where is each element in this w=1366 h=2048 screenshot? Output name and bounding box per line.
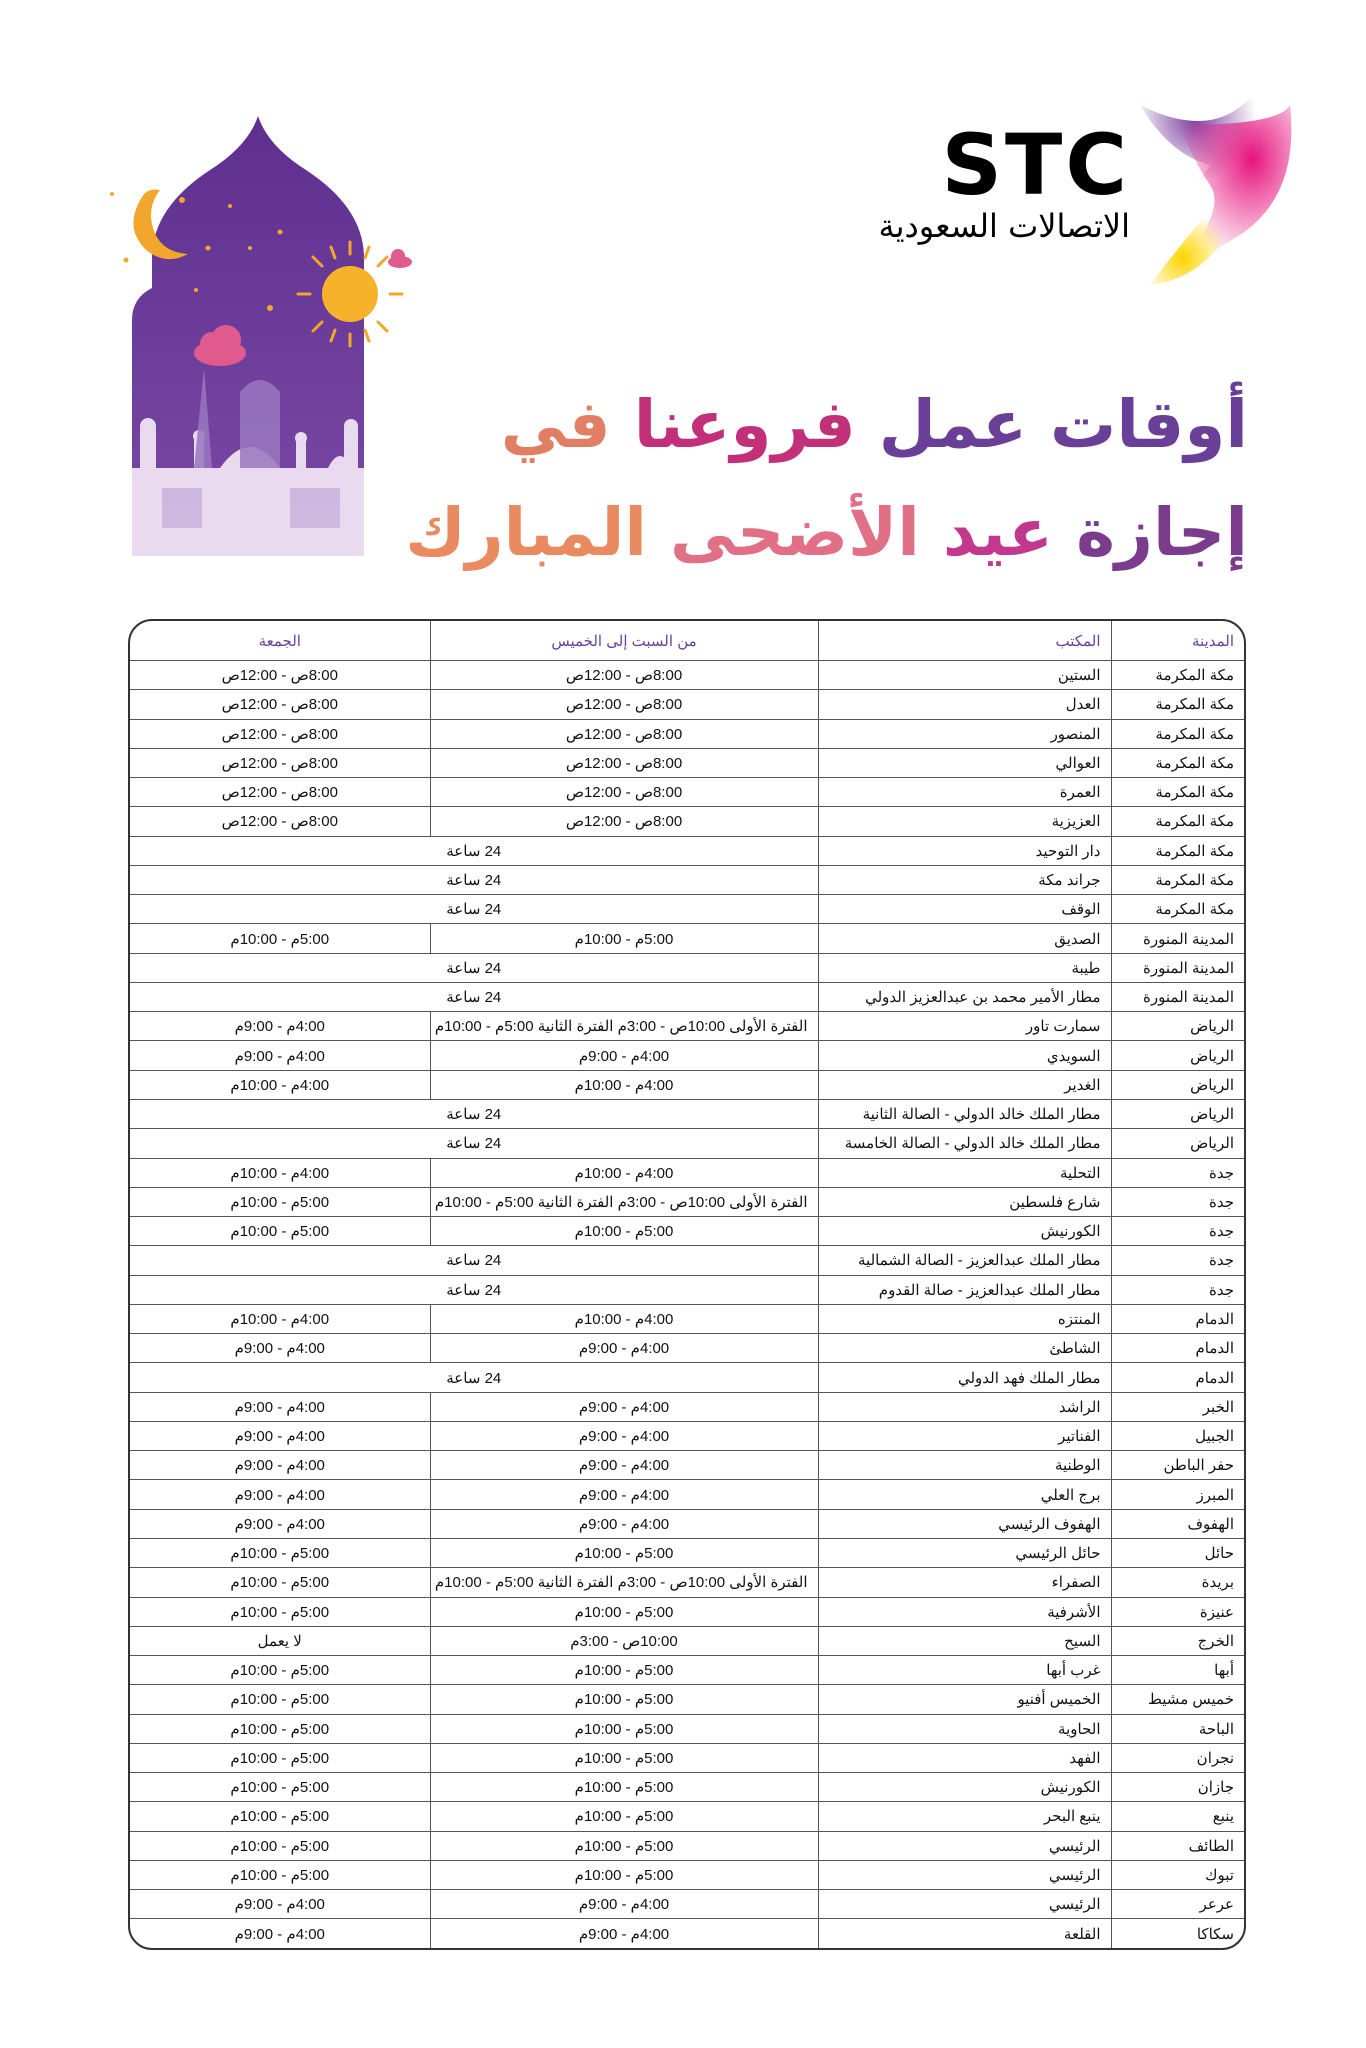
cell-city: تبوك [1111, 1860, 1244, 1889]
cell-city: مكة المكرمة [1111, 690, 1244, 719]
cell-city: جدة [1111, 1158, 1244, 1187]
table-row [130, 1685, 1244, 1714]
cell-hours-friday: 8:00ص - 12:00ص [130, 748, 430, 777]
cell-hours-weekdays: 5:00م - 10:00م [430, 1714, 818, 1743]
cell-hours-weekdays: الفترة الأولى 10:00ص - 3:00م الفترة الثانية 5:00م - 10:00م [430, 1187, 818, 1216]
header-weekdays: من السبت إلى الخميس [430, 621, 818, 661]
title-line-1 [500, 386, 1248, 463]
table-row [130, 865, 1244, 894]
table-row [130, 1392, 1244, 1421]
cell-hours-friday: 5:00م - 10:00م [130, 1831, 430, 1860]
cell-hours-all-week: 24 ساعة [130, 1363, 818, 1392]
cell-office: مطار الملك خالد الدولي - الصالة الخامسة [818, 1129, 1111, 1158]
cell-hours-friday: 5:00م - 10:00م [130, 1217, 430, 1246]
cell-office: حائل الرئيسي [818, 1538, 1111, 1567]
cell-hours-all-week: 24 ساعة [130, 1099, 818, 1128]
cell-office: برج العلي [818, 1480, 1111, 1509]
cell-office: الرئيسي [818, 1890, 1111, 1919]
cell-office: العمرة [818, 778, 1111, 807]
cell-city: جدة [1111, 1187, 1244, 1216]
title-word: في [500, 386, 611, 463]
header-friday: الجمعة [130, 621, 430, 661]
cell-office: مطار الملك عبدالعزيز - صالة القدوم [818, 1275, 1111, 1304]
table-row [130, 778, 1244, 807]
cell-city: حائل [1111, 1538, 1244, 1567]
cell-office: طيبة [818, 953, 1111, 982]
cell-hours-weekdays: 4:00م - 9:00م [430, 1392, 818, 1421]
table-row [130, 924, 1244, 953]
cell-hours-weekdays: 4:00م - 9:00م [430, 1890, 818, 1919]
cell-hours-friday: 5:00م - 10:00م [130, 1568, 430, 1597]
cell-city: أبها [1111, 1656, 1244, 1685]
header-office: المكتب [818, 621, 1111, 661]
table-row [130, 1012, 1244, 1041]
table-row [130, 1743, 1244, 1772]
hours-table-container [128, 619, 1246, 1950]
table-header-row [130, 621, 1244, 661]
cell-city: الخرج [1111, 1626, 1244, 1655]
cell-hours-weekdays: 8:00ص - 12:00ص [430, 778, 818, 807]
cell-city: الباحة [1111, 1714, 1244, 1743]
cell-hours-weekdays: 5:00م - 10:00م [430, 1217, 818, 1246]
cell-hours-friday: 8:00ص - 12:00ص [130, 690, 430, 719]
cell-city: الرياض [1111, 1012, 1244, 1041]
table-row [130, 690, 1244, 719]
cell-hours-weekdays: 4:00م - 9:00م [430, 1421, 818, 1450]
table-row [130, 748, 1244, 777]
cell-city: مكة المكرمة [1111, 865, 1244, 894]
cell-city: الجبيل [1111, 1421, 1244, 1450]
cell-hours-all-week: 24 ساعة [130, 865, 818, 894]
table-row [130, 1714, 1244, 1743]
cell-office: السيح [818, 1626, 1111, 1655]
cell-hours-weekdays: 5:00م - 10:00م [430, 1773, 818, 1802]
cell-office: الراشد [818, 1392, 1111, 1421]
title-word: المبارك [405, 494, 648, 571]
cell-hours-friday: لا يعمل [130, 1626, 430, 1655]
table-row [130, 1451, 1244, 1480]
cell-city: سكاكا [1111, 1919, 1244, 1948]
cell-hours-weekdays: 4:00م - 9:00م [430, 1041, 818, 1070]
title-word: أوقات [1050, 386, 1248, 463]
table-row [130, 836, 1244, 865]
title-word: الأضحى [670, 494, 920, 571]
cell-office: ينبع البحر [818, 1802, 1111, 1831]
table-row [130, 1890, 1244, 1919]
cell-office: الهفوف الرئيسي [818, 1509, 1111, 1538]
table-row [130, 895, 1244, 924]
cell-city: جدة [1111, 1217, 1244, 1246]
eid-illustration [100, 108, 430, 558]
cell-city: مكة المكرمة [1111, 661, 1244, 690]
cell-office: التحلية [818, 1158, 1111, 1187]
cell-city: المدينة المنورة [1111, 924, 1244, 953]
cell-city: جدة [1111, 1246, 1244, 1275]
cell-city: المدينة المنورة [1111, 953, 1244, 982]
cell-hours-friday: 4:00م - 9:00م [130, 1919, 430, 1948]
title-word: فروعنا [633, 386, 856, 463]
cell-hours-friday: 4:00م - 9:00م [130, 1421, 430, 1450]
table-row [130, 1304, 1244, 1333]
table-row [130, 1246, 1244, 1275]
cell-office: الصديق [818, 924, 1111, 953]
cell-hours-friday: 4:00م - 9:00م [130, 1334, 430, 1363]
table-row [130, 1860, 1244, 1889]
cell-office: القلعة [818, 1919, 1111, 1948]
cell-city: عرعر [1111, 1890, 1244, 1919]
table-row [130, 719, 1244, 748]
cell-office: الستين [818, 661, 1111, 690]
cell-office: السويدي [818, 1041, 1111, 1070]
cell-hours-friday: 5:00م - 10:00م [130, 1714, 430, 1743]
cell-hours-friday: 4:00م - 9:00م [130, 1890, 430, 1919]
cell-office: مطار الملك عبدالعزيز - الصالة الشمالية [818, 1246, 1111, 1275]
cell-office: الفناتير [818, 1421, 1111, 1450]
cell-hours-weekdays: 5:00م - 10:00م [430, 1802, 818, 1831]
cell-office: مطار الملك خالد الدولي - الصالة الثانية [818, 1099, 1111, 1128]
cell-hours-friday: 4:00م - 9:00م [130, 1451, 430, 1480]
cell-hours-friday: 4:00م - 9:00م [130, 1480, 430, 1509]
table-row [130, 953, 1244, 982]
table-row [130, 1656, 1244, 1685]
cell-office: الشاطئ [818, 1334, 1111, 1363]
table-row [130, 1099, 1244, 1128]
cell-hours-weekdays: الفترة الأولى 10:00ص - 3:00م الفترة الثانية 5:00م - 10:00م [430, 1568, 818, 1597]
cell-city: الرياض [1111, 1099, 1244, 1128]
cell-office: مطار الملك فهد الدولي [818, 1363, 1111, 1392]
cell-hours-weekdays: 4:00م - 9:00م [430, 1480, 818, 1509]
cell-city: الطائف [1111, 1831, 1244, 1860]
table-body [130, 661, 1244, 1949]
cell-hours-weekdays: 4:00م - 9:00م [430, 1919, 818, 1948]
cell-hours-friday: 5:00م - 10:00م [130, 1187, 430, 1216]
table-row [130, 1070, 1244, 1099]
cell-office: المنتزه [818, 1304, 1111, 1333]
table-row [130, 982, 1244, 1011]
cell-hours-friday: 5:00م - 10:00م [130, 1743, 430, 1772]
cell-hours-weekdays: 8:00ص - 12:00ص [430, 748, 818, 777]
cell-city: الخبر [1111, 1392, 1244, 1421]
cell-hours-weekdays: 5:00م - 10:00م [430, 1860, 818, 1889]
cell-city: الدمام [1111, 1304, 1244, 1333]
cell-city: عنيزة [1111, 1597, 1244, 1626]
cell-office: الرئيسي [818, 1831, 1111, 1860]
cell-office: الصفراء [818, 1568, 1111, 1597]
cell-city: مكة المكرمة [1111, 719, 1244, 748]
cell-hours-weekdays: 5:00م - 10:00م [430, 924, 818, 953]
hours-table [130, 621, 1244, 1948]
table-row [130, 1831, 1244, 1860]
table-row [130, 1158, 1244, 1187]
cell-office: الرئيسي [818, 1860, 1111, 1889]
cell-office: جراند مكة [818, 865, 1111, 894]
cell-city: الرياض [1111, 1129, 1244, 1158]
cell-hours-weekdays: 5:00م - 10:00م [430, 1656, 818, 1685]
cell-hours-friday: 5:00م - 10:00م [130, 1538, 430, 1567]
cell-office: مطار الأمير محمد بن عبدالعزيز الدولي [818, 982, 1111, 1011]
title-word: عمل [878, 386, 1028, 463]
cell-hours-all-week: 24 ساعة [130, 982, 818, 1011]
logo-arabic-text: الاتصالات السعودية [878, 207, 1130, 245]
cell-hours-friday: 5:00م - 10:00م [130, 1597, 430, 1626]
cell-city: بريدة [1111, 1568, 1244, 1597]
table-row [130, 1129, 1244, 1158]
title-word: عيد [942, 494, 1054, 571]
cell-city: مكة المكرمة [1111, 895, 1244, 924]
cell-office: الخميس أفنيو [818, 1685, 1111, 1714]
cell-hours-weekdays: 5:00م - 10:00م [430, 1685, 818, 1714]
cell-office: غرب أبها [818, 1656, 1111, 1685]
cell-hours-friday: 4:00م - 10:00م [130, 1070, 430, 1099]
cell-hours-friday: 5:00م - 10:00م [130, 1773, 430, 1802]
cell-hours-all-week: 24 ساعة [130, 1275, 818, 1304]
cell-office: الفهد [818, 1743, 1111, 1772]
cell-office: الوقف [818, 895, 1111, 924]
cell-hours-all-week: 24 ساعة [130, 1246, 818, 1275]
cell-hours-all-week: 24 ساعة [130, 836, 818, 865]
cell-office: العوالي [818, 748, 1111, 777]
cell-hours-weekdays: 4:00م - 10:00م [430, 1070, 818, 1099]
cell-office: دار التوحيد [818, 836, 1111, 865]
cell-hours-friday: 5:00م - 10:00م [130, 1860, 430, 1889]
stc-logo [830, 85, 1300, 295]
cell-hours-friday: 5:00م - 10:00م [130, 1656, 430, 1685]
cell-hours-weekdays: 5:00م - 10:00م [430, 1597, 818, 1626]
logo-burst-icon [1120, 85, 1300, 295]
table-row [130, 1626, 1244, 1655]
cell-hours-weekdays: 8:00ص - 12:00ص [430, 719, 818, 748]
cell-hours-friday: 8:00ص - 12:00ص [130, 661, 430, 690]
header-city: المدينة [1111, 621, 1244, 661]
table-row [130, 1187, 1244, 1216]
table-row [130, 807, 1244, 836]
cell-city: مكة المكرمة [1111, 807, 1244, 836]
cell-city: نجران [1111, 1743, 1244, 1772]
cell-city: جازان [1111, 1773, 1244, 1802]
table-row [130, 1568, 1244, 1597]
cell-city: المدينة المنورة [1111, 982, 1244, 1011]
table-row [130, 661, 1244, 690]
table-row [130, 1802, 1244, 1831]
table-row [130, 1041, 1244, 1070]
cell-city: الرياض [1111, 1070, 1244, 1099]
cell-hours-weekdays: 4:00م - 9:00م [430, 1451, 818, 1480]
table-row [130, 1217, 1244, 1246]
cell-hours-all-week: 24 ساعة [130, 895, 818, 924]
cell-city: مكة المكرمة [1111, 778, 1244, 807]
cell-hours-weekdays: الفترة الأولى 10:00ص - 3:00م الفترة الثانية 5:00م - 10:00م [430, 1012, 818, 1041]
cell-city: مكة المكرمة [1111, 748, 1244, 777]
cell-hours-weekdays: 5:00م - 10:00م [430, 1538, 818, 1567]
cell-hours-weekdays: 8:00ص - 12:00ص [430, 690, 818, 719]
cell-hours-weekdays: 4:00م - 9:00م [430, 1509, 818, 1538]
logo-brand-text: STC [941, 116, 1130, 214]
cell-hours-friday: 4:00م - 9:00م [130, 1509, 430, 1538]
cell-office: المنصور [818, 719, 1111, 748]
cell-city: الرياض [1111, 1041, 1244, 1070]
table-row [130, 1334, 1244, 1363]
title-line-2 [405, 494, 1248, 571]
cell-office: سمارت تاور [818, 1012, 1111, 1041]
cell-office: الوطنية [818, 1451, 1111, 1480]
cell-hours-weekdays: 4:00م - 9:00م [430, 1334, 818, 1363]
cell-city: ينبع [1111, 1802, 1244, 1831]
cell-hours-friday: 5:00م - 10:00م [130, 1802, 430, 1831]
cell-city: خميس مشيط [1111, 1685, 1244, 1714]
mosque-arch-icon [100, 108, 430, 558]
cell-hours-weekdays: 4:00م - 10:00م [430, 1304, 818, 1333]
cell-city: المبرز [1111, 1480, 1244, 1509]
cell-city: الهفوف [1111, 1509, 1244, 1538]
cell-office: الكورنيش [818, 1217, 1111, 1246]
cell-hours-weekdays: 8:00ص - 12:00ص [430, 807, 818, 836]
table-row [130, 1480, 1244, 1509]
cell-office: الحاوية [818, 1714, 1111, 1743]
table-row [130, 1421, 1244, 1450]
table-row [130, 1363, 1244, 1392]
table-row [130, 1538, 1244, 1567]
cell-city: الدمام [1111, 1363, 1244, 1392]
table-row [130, 1919, 1244, 1948]
cell-hours-weekdays: 10:00ص - 3:00م [430, 1626, 818, 1655]
cell-office: العزيزية [818, 807, 1111, 836]
table-row [130, 1773, 1244, 1802]
cell-hours-friday: 4:00م - 10:00م [130, 1304, 430, 1333]
cell-office: الغدير [818, 1070, 1111, 1099]
table-row [130, 1275, 1244, 1304]
cell-office: العدل [818, 690, 1111, 719]
cell-hours-weekdays: 5:00م - 10:00م [430, 1831, 818, 1860]
table-row [130, 1509, 1244, 1538]
cell-hours-weekdays: 5:00م - 10:00م [430, 1743, 818, 1772]
cell-office: الكورنيش [818, 1773, 1111, 1802]
cell-city: حفر الباطن [1111, 1451, 1244, 1480]
cell-hours-friday: 4:00م - 9:00م [130, 1392, 430, 1421]
cell-hours-friday: 4:00م - 9:00م [130, 1012, 430, 1041]
cell-hours-all-week: 24 ساعة [130, 953, 818, 982]
cell-hours-friday: 8:00ص - 12:00ص [130, 719, 430, 748]
cell-hours-friday: 4:00م - 9:00م [130, 1041, 430, 1070]
cell-city: الدمام [1111, 1334, 1244, 1363]
cell-office: شارع فلسطين [818, 1187, 1111, 1216]
cell-hours-weekdays: 4:00م - 10:00م [430, 1158, 818, 1187]
cell-city: جدة [1111, 1275, 1244, 1304]
cell-hours-friday: 5:00م - 10:00م [130, 1685, 430, 1714]
title-word: إجازة [1076, 494, 1248, 571]
cell-city: مكة المكرمة [1111, 836, 1244, 865]
cell-hours-friday: 8:00ص - 12:00ص [130, 807, 430, 836]
cell-hours-friday: 5:00م - 10:00م [130, 924, 430, 953]
cell-office: الأشرفية [818, 1597, 1111, 1626]
cell-hours-all-week: 24 ساعة [130, 1129, 818, 1158]
cell-hours-friday: 8:00ص - 12:00ص [130, 778, 430, 807]
cell-hours-friday: 4:00م - 10:00م [130, 1158, 430, 1187]
table-row [130, 1597, 1244, 1626]
cell-hours-weekdays: 8:00ص - 12:00ص [430, 661, 818, 690]
